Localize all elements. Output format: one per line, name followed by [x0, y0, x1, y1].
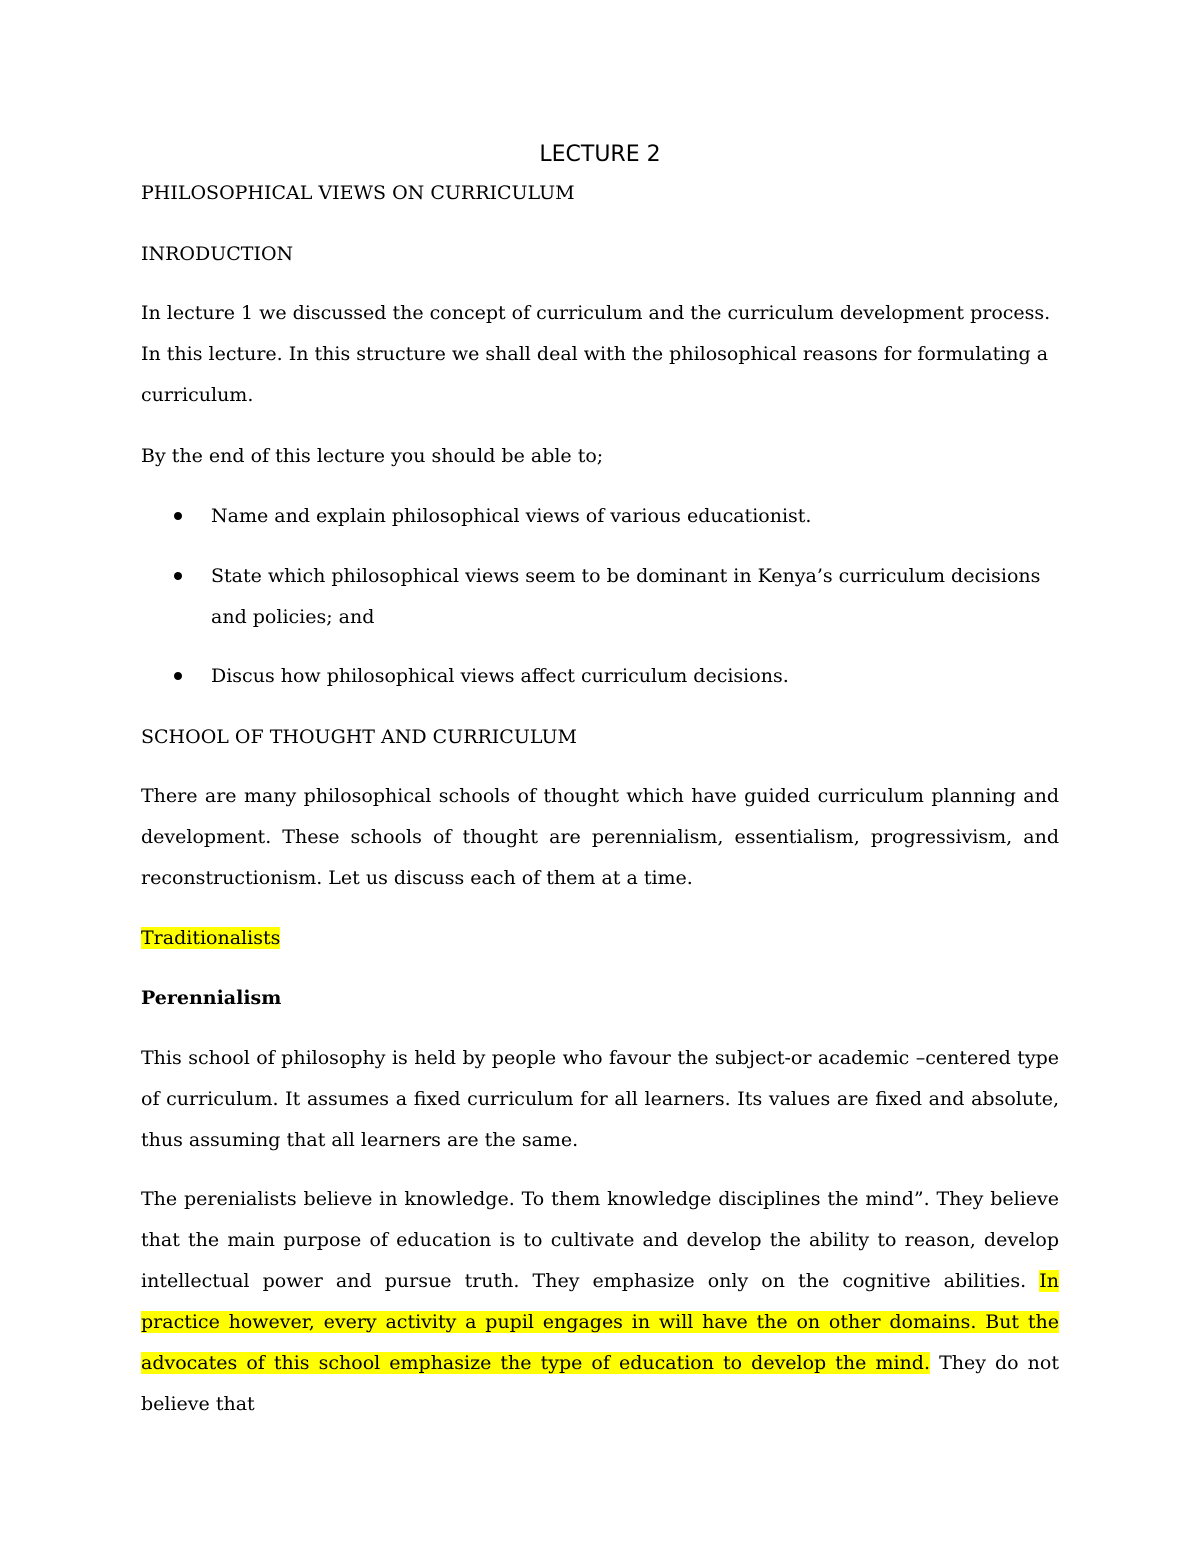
- page-title: LECTURE 2: [539, 142, 661, 167]
- traditionalists-label: [141, 918, 1059, 959]
- list-item: [141, 556, 1059, 638]
- bullet-icon: [174, 672, 182, 680]
- bullet-icon: [174, 512, 182, 520]
- bullet-icon: [174, 572, 182, 580]
- list-item: [141, 496, 1059, 537]
- perennialists-paragraph: [141, 1179, 1059, 1425]
- section-heading: SCHOOL OF THOUGHT AND CURRICULUM: [141, 726, 577, 748]
- paragraph-text: They do not believe that: [141, 1352, 1059, 1415]
- highlighted-text: Traditionalists: [141, 927, 281, 949]
- intro-heading: INRODUCTION: [141, 243, 294, 265]
- perennialism-paragraph: This school of philosophy is held by people who favour the subject-or academic –centered type of curriculum. It assumes a fixed curriculum for all learners. Its values are fixed and absolute, thus assuming that all learners are the same.: [141, 1047, 1059, 1151]
- list-item: [141, 656, 1059, 697]
- section-paragraph: There are many philosophical schools of thought which have guided curriculum planning and development. These schools of thought are perennialism, essentialism, progressivism, and reconstructionism. Let us discuss each of them at a time.: [141, 785, 1059, 889]
- objective-text: State which philosophical views seem to be dominant in Kenya’s curriculum decisions and policies; and: [211, 565, 1041, 628]
- objective-text: Discus how philosophical views affect curriculum decisions.: [211, 665, 789, 687]
- objectives-lead: By the end of this lecture you should be able to;: [141, 445, 604, 467]
- objective-text: Name and explain philosophical views of various educationist.: [211, 505, 812, 527]
- paragraph-text: The perenialists believe in knowledge. To them knowledge disciplines the mind”. They believe that the main purpose of education is to cultivate and develop the ability to reason, develop intellectual power and pursue truth. They emphasize only on the cognitive abilities.: [141, 1188, 1059, 1292]
- intro-paragraph: In lecture 1 we discussed the concept of curriculum and the curriculum development process. In this lecture. In this structure we shall deal with the philosophical reasons for formulating a curriculum.: [141, 302, 1051, 406]
- highlighted-text: In practice however, every activity a pupil engages in will have the on other domains. But the advocates of this school emphasize the type of education to develop the mind.: [141, 1270, 1059, 1374]
- perennialism-heading: Perennialism: [141, 987, 282, 1009]
- subtitle: PHILOSOPHICAL VIEWS ON CURRICULUM: [141, 182, 575, 204]
